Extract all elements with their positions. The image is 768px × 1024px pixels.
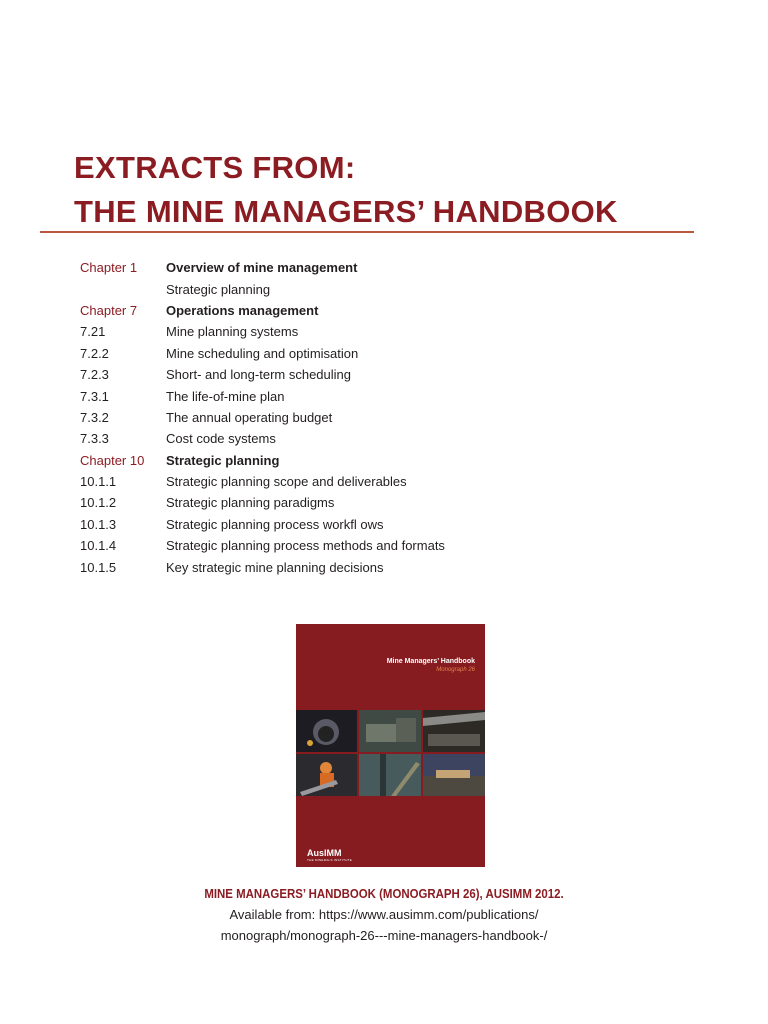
toc-title: Short- and long-term scheduling [166, 367, 351, 383]
toc-number: Chapter 7 [80, 302, 138, 318]
toc-title: Key strategic mine planning decisions [166, 559, 384, 575]
book-cover-image [296, 624, 485, 867]
toc-title: Mine planning systems [166, 324, 299, 340]
title-divider [40, 231, 694, 233]
toc-row [80, 278, 680, 299]
toc-title: Operations management [166, 302, 319, 318]
toc-title: The annual operating budget [166, 409, 333, 425]
toc-row [80, 450, 680, 471]
toc-title: Mine scheduling and optimisation [166, 345, 359, 361]
table-of-contents [80, 257, 680, 578]
toc-title: The life-of-mine plan [166, 388, 285, 404]
toc-number: 7.3.2 [80, 409, 109, 425]
toc-row [80, 321, 680, 342]
toc-row [80, 514, 680, 535]
cover-subtitle: Monograph 26 [436, 667, 475, 673]
toc-number: 10.1.4 [80, 538, 117, 554]
toc-row [80, 471, 680, 492]
toc-title: Strategic planning scope and deliverables [166, 474, 407, 490]
ausimm-logo: AusIMM [307, 848, 342, 858]
toc-row [80, 492, 680, 513]
toc-number: 7.2.3 [80, 367, 109, 383]
ausimm-logo-tagline: THE MINERALS INSTITUTE [307, 858, 353, 862]
toc-row [80, 364, 680, 385]
title-line-2: THE MINE MANAGERS’ HANDBOOK [74, 194, 618, 229]
toc-number: 10.1.1 [80, 474, 117, 490]
toc-row [80, 343, 680, 364]
toc-title: Strategic planning process workfl ows [166, 516, 384, 532]
toc-number: Chapter 10 [80, 452, 145, 468]
toc-number: 10.1.3 [80, 516, 117, 532]
toc-number: Chapter 1 [80, 260, 138, 276]
toc-row [80, 535, 680, 556]
toc-row [80, 556, 680, 577]
cover-caption [0, 884, 768, 946]
toc-title: Strategic planning [166, 281, 271, 297]
cover-title: Mine Managers’ Handbook [386, 658, 475, 665]
toc-number: 7.3.1 [80, 388, 109, 404]
toc-row [80, 385, 680, 406]
caption-url: monograph/monograph-26---mine-managers-handbook-/ [220, 928, 548, 943]
title-line-1: EXTRACTS FROM: [74, 150, 356, 185]
toc-title: Strategic planning paradigms [166, 495, 335, 511]
toc-number: 7.3.3 [80, 431, 109, 447]
toc-number: 7.21 [80, 324, 106, 340]
caption-availability: Available from: https://www.ausimm.com/publications/ [229, 907, 539, 922]
cover-photo-collage [296, 710, 485, 796]
toc-title: Overview of mine management [166, 260, 358, 276]
toc-title: Strategic planning process methods and formats [166, 538, 445, 554]
toc-number: 7.2.2 [80, 345, 109, 361]
toc-title: Cost code systems [166, 431, 276, 447]
toc-number: 10.1.5 [80, 559, 117, 575]
caption-title: MINE MANAGERS’ HANDBOOK (MONOGRAPH 26), AUSIMM 2012. [204, 886, 564, 901]
page-title [74, 146, 618, 234]
toc-number: 10.1.2 [80, 495, 117, 511]
toc-row [80, 300, 680, 321]
toc-row [80, 428, 680, 449]
toc-title: Strategic planning [166, 452, 280, 468]
toc-row [80, 257, 680, 278]
toc-row [80, 407, 680, 428]
